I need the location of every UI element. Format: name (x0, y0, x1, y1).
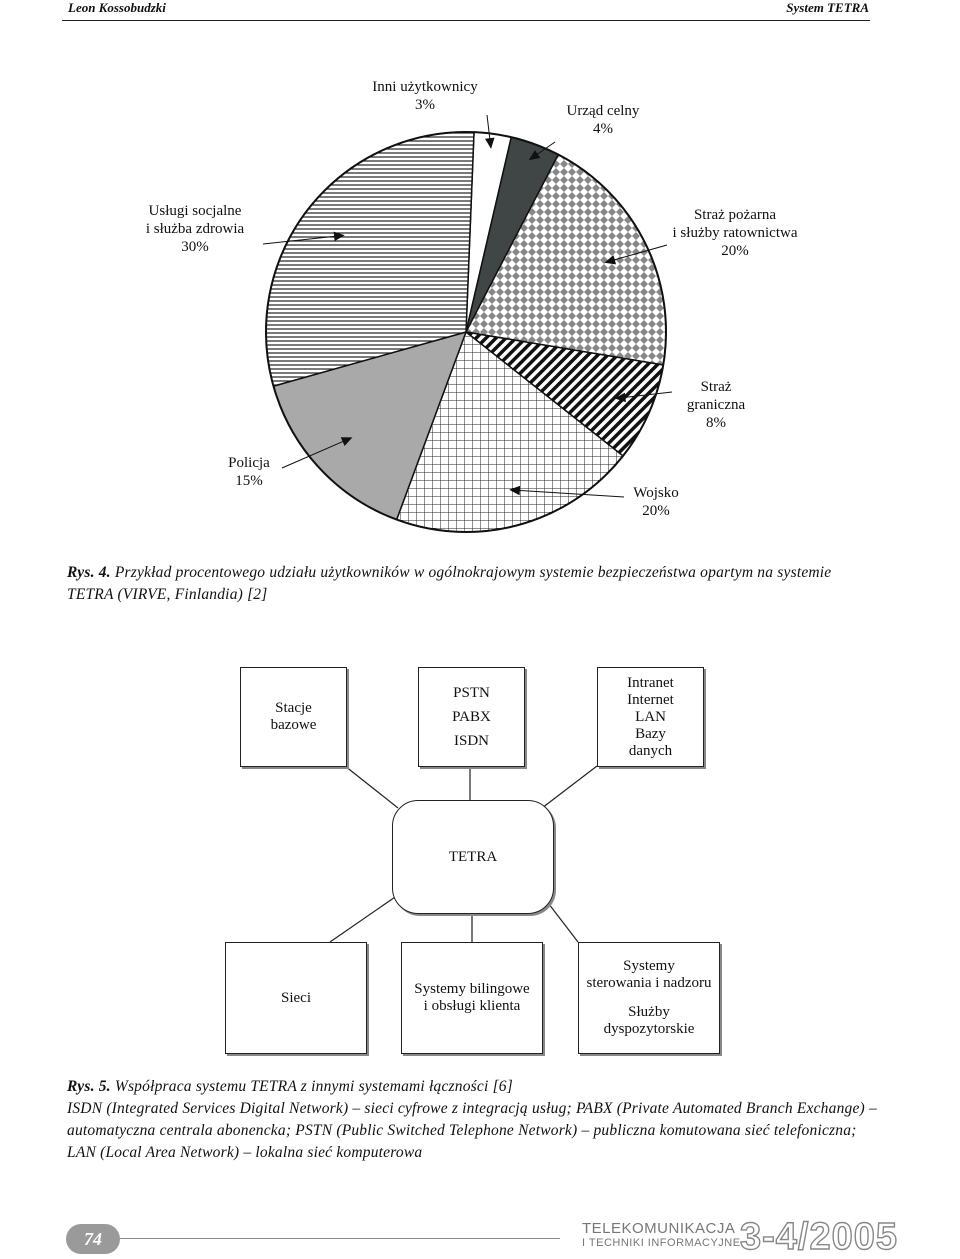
box-sterowania-l4: Służby (628, 1004, 670, 1020)
label-inni-value: 3% (415, 97, 435, 113)
box-sterowania-l2: sterowania i nadzoru (586, 975, 712, 991)
label-wojsko (618, 484, 694, 520)
page-number-badge: 74 (66, 1224, 120, 1254)
figure-5-label: Rys. 5. (67, 1078, 111, 1095)
footer-rule (120, 1238, 560, 1239)
box-pabx: PABX (452, 709, 491, 725)
box-intranet-l5: danych (628, 742, 673, 759)
journal-name-line1: TELEKOMUNIKACJA (582, 1220, 736, 1237)
box-systemy-sterowania (578, 942, 720, 1054)
label-uslugi-l2: i służba zdrowia (145, 221, 245, 237)
label-straz-pozarna-l2: i służby ratownictwa (672, 225, 798, 241)
running-header-author: Leon Kossobudzki (68, 0, 166, 15)
label-policja (214, 454, 284, 490)
box-sterowania-l5: dyspozytorskie (603, 1021, 695, 1037)
box-pstn-pabx-isdn (418, 667, 525, 767)
label-wojsko-name: Wojsko (633, 485, 679, 501)
label-wojsko-value: 20% (642, 503, 670, 519)
box-stacje-l1: Stacje (275, 700, 312, 716)
label-uslugi (130, 202, 260, 256)
box-sieci (225, 942, 367, 1054)
box-tetra (392, 800, 554, 914)
running-header-title: System TETRA (786, 0, 869, 15)
figure-4-text: Przykład procentowego udziału użytkowników w ogólnokrajowym systemie bezpieczeństwa opartym na systemie TETRA (VIRVE, Finlandia) [2] (67, 564, 832, 603)
figure-4-caption (67, 562, 877, 606)
label-urzad (548, 102, 658, 138)
box-sieci-label: Sieci (281, 989, 311, 1006)
journal-name (582, 1222, 741, 1250)
label-urzad-name: Urząd celny (566, 103, 640, 119)
box-sterowania-l1: Systemy (623, 958, 675, 974)
box-intranet-l4: Bazy (635, 725, 666, 742)
label-urzad-value: 4% (593, 121, 613, 137)
label-straz-graniczna (676, 378, 756, 432)
label-straz-graniczna-l1: Straż (700, 379, 732, 395)
figure-5-notes: ISDN (Integrated Services Digital Network) – sieci cyfrowe z integracją usług; PABX (Private Automated Branch Exchange) – automatyczna centrala abonencka; PSTN (Public Switched Telephone Network) – publiczna komutowana sieć telefoniczna; LAN (Local Area Network) – lokalna sieć komputerowa (67, 1100, 877, 1161)
box-systemy-bilingowe (401, 942, 543, 1054)
box-bilingowe-l1: Systemy bilingowe (414, 981, 530, 997)
label-straz-graniczna-value: 8% (706, 415, 726, 431)
box-intranet-l3: LAN (635, 708, 666, 725)
box-intranet-l2: Internet (627, 691, 674, 708)
box-intranet-l1: Intranet (627, 674, 674, 691)
box-isdn: ISDN (453, 733, 489, 749)
box-bilingowe-l2: i obsługi klienta (423, 998, 521, 1014)
label-inni (360, 78, 490, 114)
box-pstn: PSTN (453, 685, 490, 701)
label-policja-name: Policja (228, 455, 270, 471)
issue-number: 3-4/2005 (740, 1216, 899, 1258)
figure-5-caption (67, 1076, 877, 1164)
box-stacje-bazowe (240, 667, 347, 767)
label-inni-name: Inni użytkownicy (372, 79, 478, 95)
figure-5-text: Współpraca systemu TETRA z innymi systemami łączności [6] (114, 1078, 513, 1095)
label-uslugi-value: 30% (181, 239, 209, 255)
label-straz-pozarna-l1: Straż pożarna (693, 207, 777, 223)
label-straz-graniczna-l2: graniczna (686, 397, 746, 413)
label-policja-value: 15% (235, 473, 263, 489)
box-intranet (597, 667, 704, 767)
box-stacje-l2: bazowe (270, 717, 317, 733)
label-straz-pozarna (660, 206, 810, 260)
figure-4-label: Rys. 4. (67, 564, 111, 581)
label-uslugi-l1: Usługi socjalne (148, 203, 242, 219)
box-tetra-label: TETRA (448, 848, 498, 865)
label-straz-pozarna-value: 20% (721, 243, 749, 259)
journal-name-line2: I TECHNIKI INFORMACYJNE (582, 1237, 741, 1249)
